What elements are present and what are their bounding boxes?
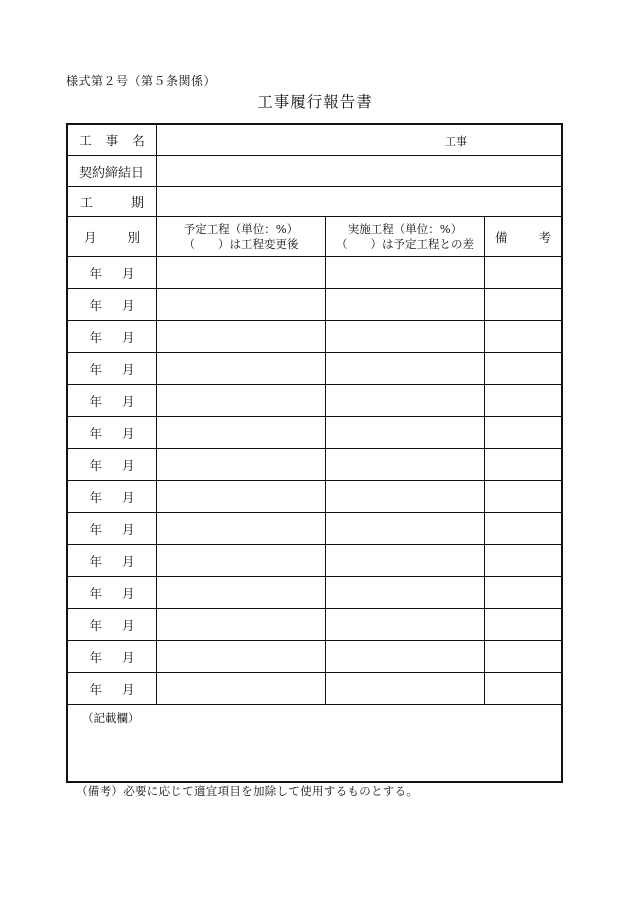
planned-progress-cell[interactable] <box>157 321 326 352</box>
month-cell[interactable] <box>68 673 157 704</box>
work-name-row <box>68 125 561 156</box>
actual-progress-cell[interactable] <box>326 449 485 480</box>
form-number: 様式第２号（第５条関係） <box>66 74 217 88</box>
month-cell[interactable] <box>68 641 157 672</box>
month-cell[interactable] <box>68 609 157 640</box>
actual-progress-cell[interactable] <box>326 289 485 320</box>
actual-progress-cell[interactable] <box>326 385 485 416</box>
month-unit: 月 <box>122 265 135 281</box>
actual-progress-cell[interactable] <box>326 609 485 640</box>
month-unit: 月 <box>122 457 135 473</box>
year-unit: 年 <box>89 329 102 345</box>
year-unit: 年 <box>89 297 102 313</box>
remarks-cell[interactable] <box>485 257 561 288</box>
year-unit: 年 <box>89 585 102 601</box>
month-cell[interactable] <box>68 385 157 416</box>
year-unit: 年 <box>89 617 102 633</box>
planned-progress-cell[interactable] <box>157 545 326 576</box>
work-name-suffix: 工事 <box>445 135 467 148</box>
planned-progress-cell[interactable] <box>157 513 326 544</box>
actual-column-header <box>326 217 485 256</box>
table-row <box>68 513 561 545</box>
month-unit: 月 <box>122 489 135 505</box>
actual-progress-cell[interactable] <box>326 577 485 608</box>
table-row <box>68 577 561 609</box>
year-unit: 年 <box>89 425 102 441</box>
planned-column-header <box>157 217 326 256</box>
planned-progress-cell[interactable] <box>157 609 326 640</box>
month-unit: 月 <box>122 649 135 665</box>
month-cell[interactable] <box>68 321 157 352</box>
page-title: 工事履行報告書 <box>257 93 373 111</box>
period-label <box>68 187 157 216</box>
planned-progress-cell[interactable] <box>157 449 326 480</box>
table-row <box>68 353 561 385</box>
period-row <box>68 187 561 217</box>
remarks-cell[interactable] <box>485 449 561 480</box>
notes-label: （記載欄） <box>82 711 140 725</box>
year-unit: 年 <box>89 393 102 409</box>
month-unit: 月 <box>122 553 135 569</box>
month-cell[interactable] <box>68 545 157 576</box>
remarks-cell[interactable] <box>485 353 561 384</box>
remarks-cell[interactable] <box>485 513 561 544</box>
year-unit: 年 <box>89 649 102 665</box>
column-header-row <box>68 217 561 257</box>
month-unit: 月 <box>122 329 135 345</box>
month-column-header <box>68 217 157 256</box>
work-name-label-char-2: 事 <box>105 133 119 148</box>
table-row <box>68 417 561 449</box>
table-row <box>68 449 561 481</box>
table-row <box>68 641 561 673</box>
year-unit: 年 <box>89 553 102 569</box>
contract-date-field[interactable] <box>157 156 561 186</box>
remarks-cell[interactable] <box>485 577 561 608</box>
actual-progress-cell[interactable] <box>326 673 485 704</box>
month-header-char-2: 別 <box>127 229 140 245</box>
year-unit: 年 <box>89 521 102 537</box>
planned-header-line2: （ ）は工程変更後 <box>183 236 299 251</box>
actual-header-line1: 実施工程（単位：%） <box>347 221 463 236</box>
month-cell[interactable] <box>68 481 157 512</box>
actual-progress-cell[interactable] <box>326 481 485 512</box>
period-label-char-2: 期 <box>130 196 144 211</box>
year-unit: 年 <box>89 457 102 473</box>
table-row <box>68 481 561 513</box>
month-cell[interactable] <box>68 577 157 608</box>
work-name-label-char-1: 工 <box>79 133 92 148</box>
month-unit: 月 <box>122 297 135 313</box>
month-cell[interactable] <box>68 449 157 480</box>
month-cell[interactable] <box>68 289 157 320</box>
planned-header-line1: 予定工程（単位：%） <box>183 221 299 236</box>
actual-header-line2: （ ）は予定工程との差 <box>336 236 474 251</box>
table-row <box>68 385 561 417</box>
period-label-char-1: 工 <box>80 196 94 211</box>
month-cell[interactable] <box>68 417 157 448</box>
planned-progress-cell[interactable] <box>157 417 326 448</box>
remarks-cell[interactable] <box>485 481 561 512</box>
remarks-cell[interactable] <box>485 609 561 640</box>
report-form-table <box>66 123 563 783</box>
actual-progress-cell[interactable] <box>326 513 485 544</box>
work-name-field[interactable] <box>157 125 561 155</box>
month-unit: 月 <box>122 681 135 697</box>
table-row <box>68 289 561 321</box>
table-row <box>68 545 561 577</box>
year-unit: 年 <box>89 681 102 697</box>
month-cell[interactable] <box>68 513 157 544</box>
planned-progress-cell[interactable] <box>157 257 326 288</box>
remarks-cell[interactable] <box>485 321 561 352</box>
month-cell[interactable] <box>68 257 157 288</box>
month-unit: 月 <box>122 361 135 377</box>
remarks-cell[interactable] <box>485 673 561 704</box>
period-field[interactable] <box>157 187 561 216</box>
remarks-header-char-1: 備 <box>495 229 508 245</box>
year-unit: 年 <box>89 489 102 505</box>
actual-progress-cell[interactable] <box>326 417 485 448</box>
planned-progress-cell[interactable] <box>157 641 326 672</box>
planned-progress-cell[interactable] <box>157 577 326 608</box>
table-row <box>68 673 561 705</box>
table-row <box>68 257 561 289</box>
remarks-column-header <box>485 217 561 256</box>
remarks-cell[interactable] <box>485 385 561 416</box>
month-unit: 月 <box>122 521 135 537</box>
remarks-cell[interactable] <box>485 417 561 448</box>
month-header-char-1: 月 <box>84 229 97 245</box>
month-unit: 月 <box>122 585 135 601</box>
actual-progress-cell[interactable] <box>326 353 485 384</box>
year-unit: 年 <box>89 361 102 377</box>
actual-progress-cell[interactable] <box>326 641 485 672</box>
footnote: （備考）必要に応じて適宜項目を加除して使用するものとする。 <box>76 784 419 798</box>
actual-progress-cell[interactable] <box>326 321 485 352</box>
remarks-cell[interactable] <box>485 545 561 576</box>
work-name-label-char-3: 名 <box>132 133 145 148</box>
planned-progress-cell[interactable] <box>157 673 326 704</box>
contract-date-row <box>68 156 561 187</box>
planned-progress-cell[interactable] <box>157 289 326 320</box>
actual-progress-cell[interactable] <box>326 545 485 576</box>
work-name-label <box>68 125 157 155</box>
month-unit: 月 <box>122 425 135 441</box>
actual-progress-cell[interactable] <box>326 257 485 288</box>
planned-progress-cell[interactable] <box>157 481 326 512</box>
contract-date-label <box>68 156 157 186</box>
month-unit: 月 <box>122 393 135 409</box>
year-unit: 年 <box>89 265 102 281</box>
contract-date-label-text: 契約締結日 <box>79 165 145 181</box>
month-unit: 月 <box>122 617 135 633</box>
table-row <box>68 321 561 353</box>
remarks-header-char-2: 考 <box>538 229 551 245</box>
remarks-cell[interactable] <box>485 641 561 672</box>
planned-progress-cell[interactable] <box>157 385 326 416</box>
remarks-cell[interactable] <box>485 289 561 320</box>
table-row <box>68 609 561 641</box>
planned-progress-cell[interactable] <box>157 353 326 384</box>
month-cell[interactable] <box>68 353 157 384</box>
notes-area[interactable] <box>68 705 561 781</box>
